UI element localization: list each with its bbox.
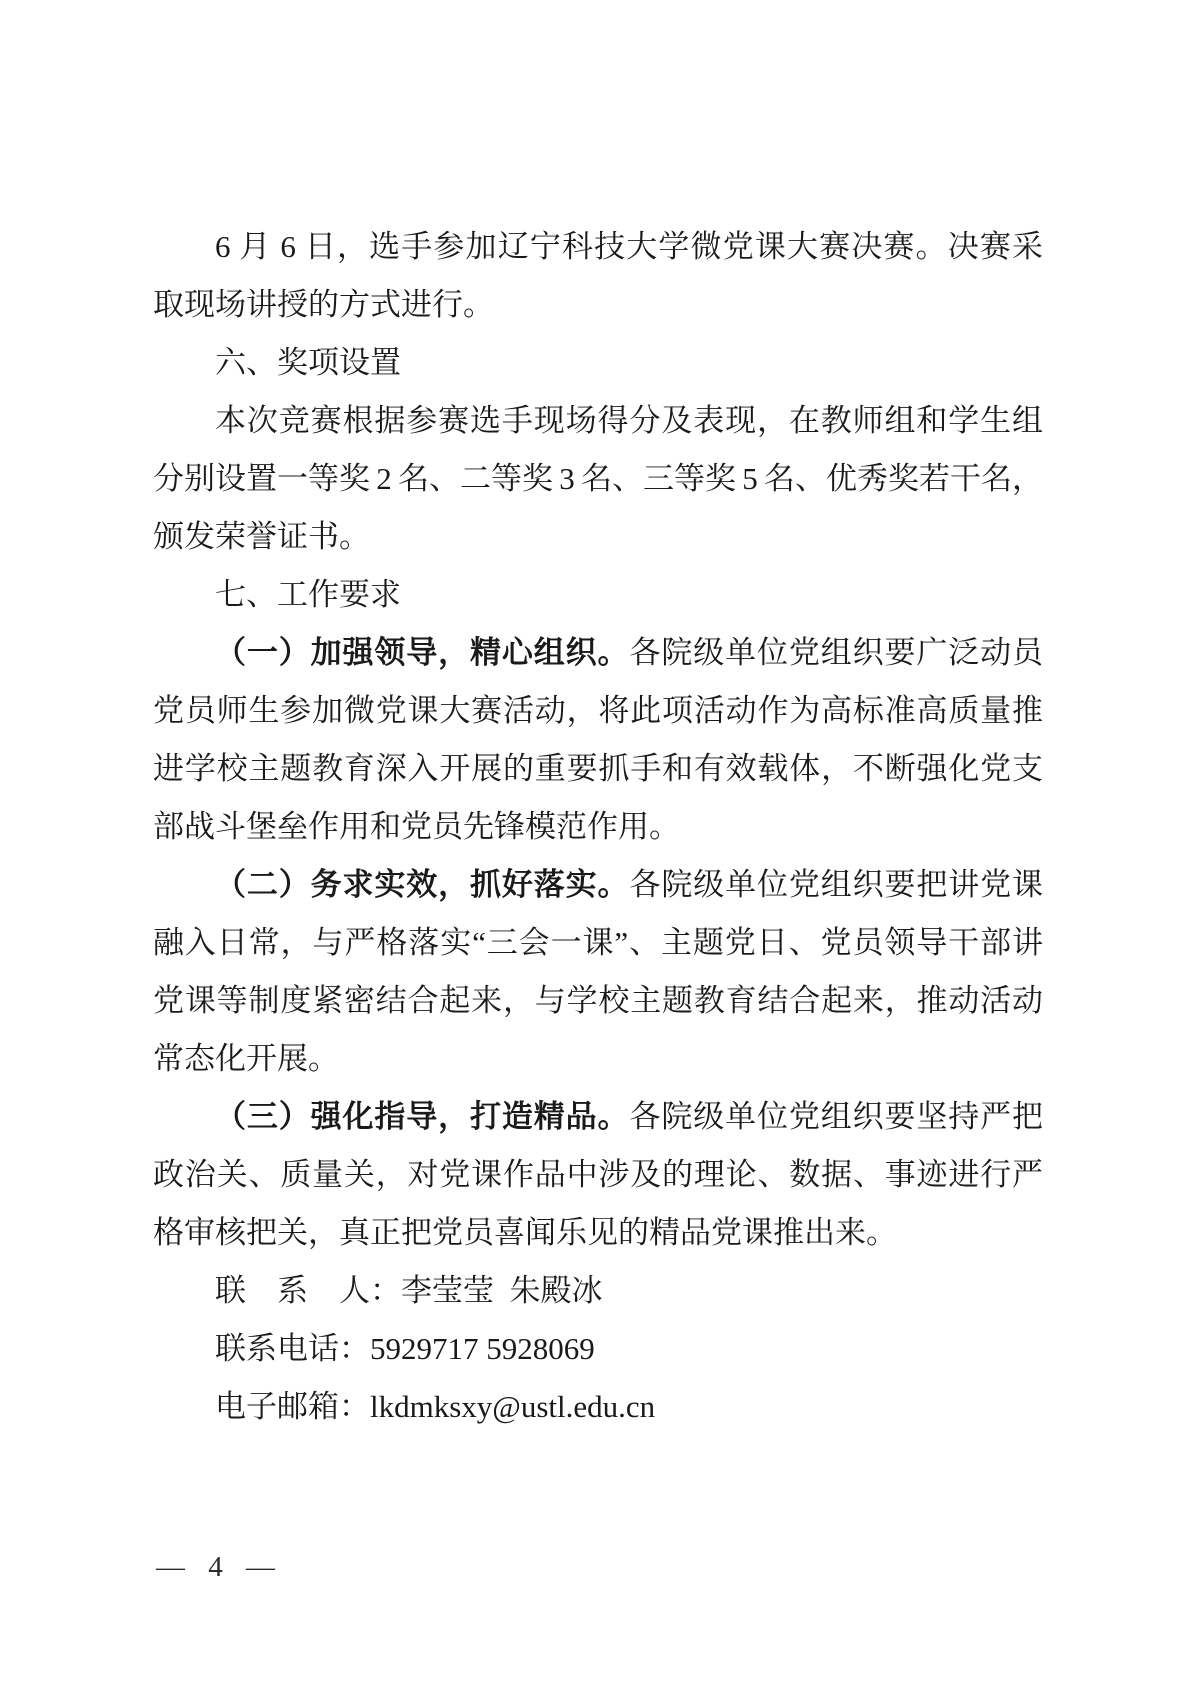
section-heading-work-requirements: 七、工作要求 [215,577,401,612]
requirement-item-2 [153,856,1043,1088]
requirement-1-text: 各院级单位党组织要广泛动员党员师生参加微党课大赛活动，将此项活动作为高标准高质量推进学校主题教育深入开展的重要抓手和有效载体，不断强化党支部战斗堡垒作用和党员先锋模范作用。 [153,635,1044,844]
contact-email-value: lkdmksxy@ustl.edu.cn [370,1389,656,1424]
requirement-2-text: 各院级单位党组织要把讲党课融入日常，与严格落实“三会一课”、主题党日、党员领导干部讲党课等制度紧密结合起来，与学校主题教育结合起来，推动活动常态化开展。 [153,867,1044,1076]
requirement-3-lead: （三）强化指导，打造精品。 [215,1099,630,1134]
requirement-2-lead: （二）务求实效，抓好落实。 [215,867,630,902]
contact-email-line [153,1378,1043,1436]
contact-person-label: 联 系 人： [215,1273,401,1308]
requirement-3-text: 各院级单位党组织要坚持严把政治关、质量关，对党课作品中涉及的理论、数据、事迹进行严格审核把关，真正把党员喜闻乐见的精品党课推出来。 [153,1099,1044,1250]
requirement-item-1 [153,624,1043,856]
contact-phone-line [153,1320,1043,1378]
paragraph-award-settings [153,392,1043,566]
contact-phone-value: 5929717 5928069 [370,1331,595,1366]
contact-person-value: 李莹莹 朱殿冰 [401,1273,603,1308]
contact-person-line [153,1262,1043,1320]
paragraph-final-round [153,218,1043,334]
requirement-item-3 [153,1088,1043,1262]
contact-email-label: 电子邮箱： [215,1389,370,1424]
requirement-1-lead: （一）加强领导，精心组织。 [215,635,630,670]
section-heading-awards: 六、奖项设置 [215,345,401,380]
paragraph-final-round-text: 6 月 6 日，选手参加辽宁科技大学微党课大赛决赛。决赛采取现场讲授的方式进行。 [153,229,1043,322]
contact-phone-label: 联系电话： [215,1331,370,1366]
paragraph-award-settings-text: 本次竞赛根据参赛选手现场得分及表现，在教师组和学生组分别设置一等奖 2 名、二等奖 3 名、三等奖 5 名、优秀奖若干名，颁发荣誉证书。 [153,403,1043,554]
document-body [153,218,1043,1436]
page-number: — 4 — [156,1551,283,1583]
